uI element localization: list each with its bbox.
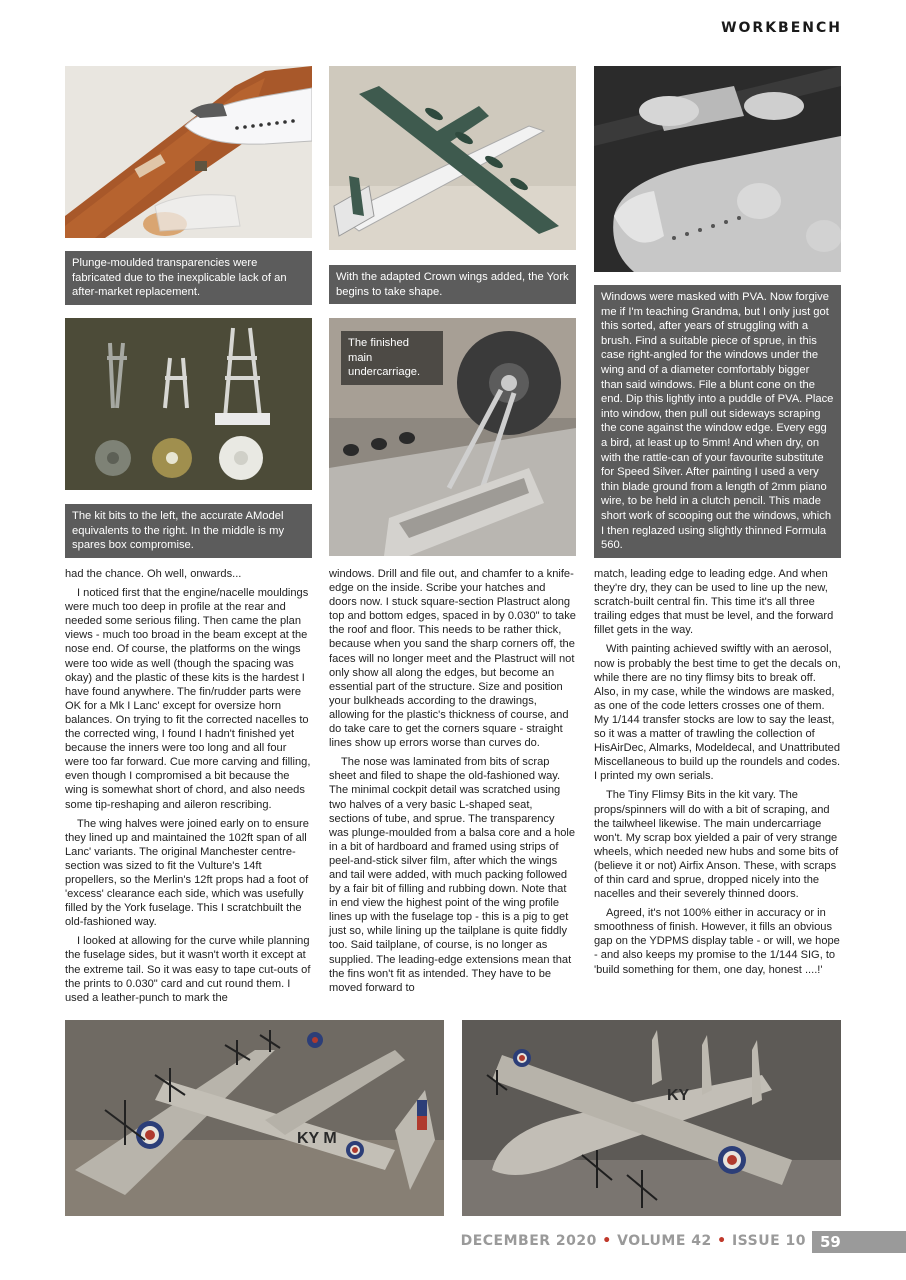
- paragraph: With painting achieved swiftly with an aerosol, now is probably the best time to get the decals on, while there are no tiny flimsy bits to break off. Also, in my case, while the windows are masked, as one of the code letters crosses one of them. My 1/144 transfer stocks are low to say the least, so it was a matter of trawling the collection of HisAirDec, Almarks, Modeldecal, and Unattributed Miscellaneous to build up the roundels and codes. I printed my own serials.: [594, 643, 841, 783]
- paragraph: Agreed, it's not 100% either in accuracy or in smoothness of finish. However, it fills an obvious gap on the YDPMS display table - or will, we hope - and also keeps my promise to the 1/144 SIG, to 'build something for them, one day, honest ....!': [594, 907, 840, 976]
- page-number: 59: [812, 1231, 906, 1253]
- paragraph: windows. Drill and file out, and chamfer to a knife-edge on the inside. Scribe your hatches and doors now. I stuck square-section Plastruct along top and bottom edges, spaced in by 0.030" to take the roof and floor. This needs to be rather thick, because when you sand the sharp corners off, the faces will no longer meet and the Plastruct will not only show all along the edges, but become an essential part of the structure. Size and position your bulkheads according to the drawings, allowing for the plastic's thickness of course, and do take care to get the corners square - straight lines show up errors worse than curves do.: [329, 568, 576, 750]
- paragraph: I looked at allowing for the curve while planning the fuselage sides, but it wasn't worth it except at the extreme tail. So it was easy to tape cut-outs of the prints to 0.030" card and cut round them. I used a leather-punch to mark the: [65, 935, 311, 1004]
- caption-york-wings: With the adapted Crown wings added, the York begins to take shape.: [329, 265, 576, 304]
- photo-finished-york-2: [462, 1020, 841, 1216]
- caption-kit-bits: The kit bits to the left, the accurate AModel equivalents to the right. In the middle is my spares box compromise.: [65, 504, 312, 558]
- caption-undercarriage: The finished main undercarriage.: [341, 331, 443, 385]
- footer-volume: VOLUME 42: [617, 1233, 712, 1249]
- footer-separator: •: [717, 1233, 727, 1249]
- paragraph: The Tiny Flimsy Bits in the kit vary. The props/spinners will do with a bit of scraping, and the tailwheel likewise. The main undercarriage won't. My scrap box yielded a pair of very strange wheels, which needed new hubs and some bits of (believe it or not) Airfix Anson. These, with scraps of thin card and sprue, dropped nicely into the nacelles and their severely thinned doors.: [594, 789, 839, 901]
- footer-separator: •: [602, 1233, 612, 1249]
- photo-masked-windows: [594, 66, 841, 272]
- code-letters: KY M: [297, 1130, 337, 1147]
- photo-york-wings: [329, 66, 576, 250]
- code-letters: KY: [667, 1087, 690, 1104]
- section-label: WORKBENCH: [721, 20, 842, 36]
- paragraph: I noticed first that the engine/nacelle mouldings were much too deep in profile at the rear and needed some serious filing. Then came the plan views - much too broad in the beam except at the nose end. Of course, the platforms on the wings were too wide as well (though the spacing was okay) and the plastic of these kits is the hardest I have found anywhere. The fin/rudder parts were OK for a Mk I Lanc' except for oversize horn balances. On trying to fit the corrected nacelles to the corrected wing, I found I hadn't finished yet because the inners were too long and all four were too far forward. Cue more carving and filling, even though I compromised a bit because the wing is somewhat short of chord, and also needs some tip-reshaping and aileron rescribing.: [65, 587, 311, 811]
- paragraph: had the chance. Oh well, onwards...: [65, 568, 242, 580]
- paragraph: The nose was laminated from bits of scrap sheet and filed to shape the old-fashioned way. The minimal cockpit detail was scratched using two halves of a very basic L-shaped seat, sections of tube, and sprue. The transparency was plunge-moulded from a balsa core and a hole in a bit of hardboard and framed using strips of peel-and-stick silver film, after which the wings and tail were added, with much packing followed by a fair bit of filling and rubbing down. Note that in end view the highest point of the wing profile lines up with the fuselage top - this is a pig to get just so, while lining up the tailplane is quite fiddly too. Said tailplane, of course, is no longer as supplied. The leading-edge extensions mean that the fins won't fit as intended. They have to be moved forward to: [329, 756, 576, 994]
- text-column-3: [594, 567, 841, 982]
- paragraph: match, leading edge to leading edge. And when they're dry, they can be used to line up the new, scratch-built central fin. This time it's all three trailing edges that must be level, and the forward fillet gets in the way.: [594, 568, 834, 637]
- footer-issue: ISSUE 10: [731, 1233, 806, 1249]
- text-column-1: [65, 567, 312, 1010]
- footer-month: DECEMBER 2020: [460, 1233, 597, 1249]
- photo-finished-york-1: [65, 1020, 444, 1216]
- paragraph: The wing halves were joined early on to ensure they lined up and maintained the 102ft span of all Lanc' variants. The original Manchester centre-section was sized to fit the Vulture's 14ft propellers, so the Merlin's 12ft props had a foot of 'excess' clearance each side, which was usefully filled by the York fuselage. This I scratchbuilt the old-fashioned way.: [65, 817, 309, 929]
- caption-masked-windows: Windows were masked with PVA. Now forgive me if I'm teaching Grandma, but I only just got this sorted, after years of struggling with a brush. Find a suitable piece of sprue, in this case right-angled for the windows under the wing and of a diameter comfortably bigger than said windows. File a blunt cone on the end. Dip this lightly into a puddle of PVA. Place into window, then pull out sideways scraping the cone against the window edge. Every egg a bird, at least up to 5mm! And when dry, on with the rattle-can of your favourite substitute for Speed Silver. After painting I used a very thin blade ground from a length of 2mm piano wire, to be held in a clutch pencil. This made short work of scooping out the windows, which I then reglazed using slightly thinned Formula 560.: [594, 285, 841, 558]
- text-column-2: [329, 567, 576, 1000]
- caption-transparencies: Plunge-moulded transparencies were fabricated due to the inexplicable lack of an after-market replacement.: [65, 251, 312, 305]
- photo-transparencies: [65, 66, 312, 238]
- photo-kit-bits: [65, 318, 312, 490]
- issue-footer: [461, 1233, 806, 1249]
